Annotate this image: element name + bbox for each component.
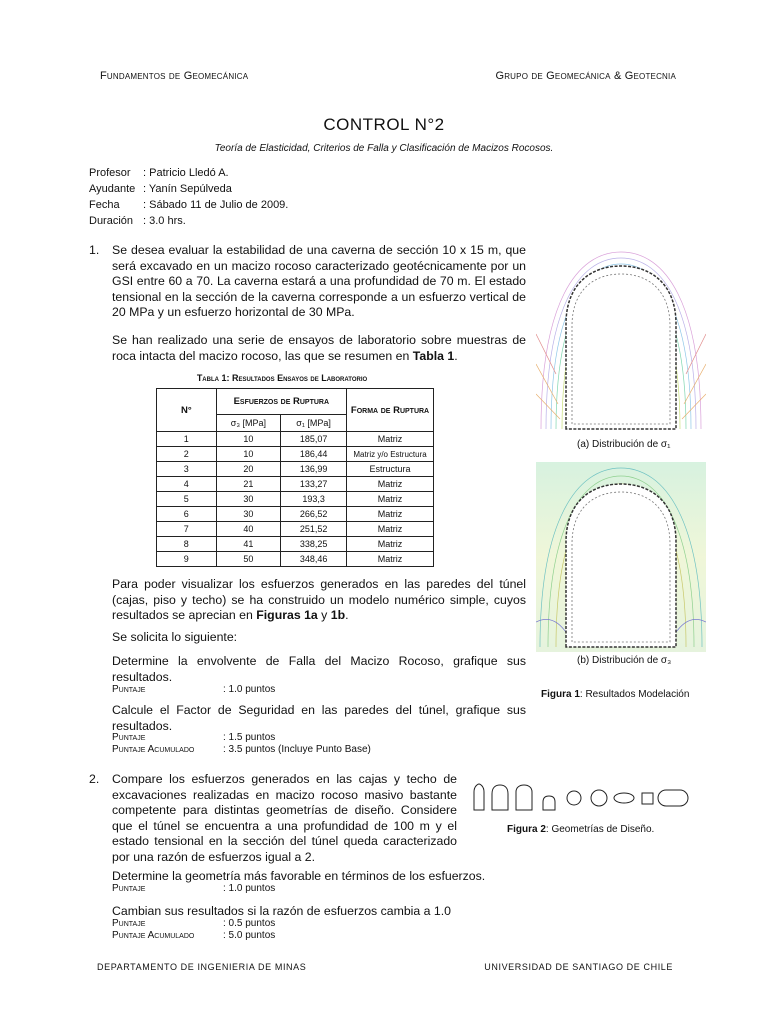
meta-value: : Sábado 11 de Julio de 2009.	[143, 199, 289, 211]
q1-number: 1.	[89, 243, 100, 257]
table-row: 5 30 193,3 Matriz	[157, 492, 434, 507]
figure-1a-sigma1-contours	[536, 244, 706, 434]
header-esfuerzos: Esfuerzos de Ruptura	[216, 389, 346, 415]
meta-value: : 3.0 hrs.	[143, 215, 186, 227]
table-row: 6 30 266,52 Matriz	[157, 507, 434, 522]
q2-paragraph-1: Compare los esfuerzos generados en las cajas y techo de excavaciones realizadas en macizo rocoso masivo bastante competente para distintas geometrías de diseño. Considere que el túnel se encuentra a una profundidad de 100 m y el estado tensional en la sección del túnel queda caracterizado por una razón de esfuerzos igual a 2.	[112, 772, 457, 864]
q1-paragraph-3: Para poder visualizar los esfuerzos generados en las paredes del túnel (cajas, piso y techo) se ha construido un modelo numérico simple, cuyos resultados se aprecian en Figuras 1a y 1b.	[112, 577, 526, 622]
page-subtitle: Teoría de Elasticidad, Criterios de Falla y Clasificación de Macizos Rocosos.	[214, 143, 554, 154]
figure-1b-caption: (b) Distribución de σ₃	[577, 655, 672, 666]
q1-task1-score: Puntaje : 1.0 puntos	[112, 684, 276, 695]
table-row: 7 40 251,52 Matriz	[157, 522, 434, 537]
meta-value: : Patricio Lledó A.	[143, 167, 229, 179]
q2-task-2: Cambian sus resultados si la razón de esfuerzos cambia a 1.0	[112, 904, 452, 918]
q1-paragraph-2: Se han realizado una serie de ensayos de laboratorio sobre muestras de roca intacta del macizo rocoso, las que se resumen en Tabla 1.	[112, 333, 526, 363]
lab-results-table	[156, 388, 434, 567]
figure-1b-sigma3-contours	[536, 462, 706, 652]
figure-1-caption: Figura 1: Resultados Modelación	[541, 689, 690, 700]
q2-task-1: Determine la geometría más favorable en términos de los esfuerzos.	[112, 869, 486, 883]
table-ref: Tabla 1	[412, 348, 455, 363]
meta-label: Profesor	[89, 167, 131, 179]
figure-1a-caption: (a) Distribución de σ₁	[577, 439, 671, 450]
q1-accumulated-score: Puntaje Acumulado : 3.5 puntos (Incluye Punto Base)	[112, 744, 371, 755]
page-title: CONTROL N°2	[323, 115, 445, 134]
meta-value: : Yanín Sepúlveda	[143, 183, 232, 195]
meta-label: Duración	[89, 215, 134, 227]
header-forma: Forma de Ruptura	[347, 389, 434, 432]
exam-meta	[89, 167, 329, 231]
meta-label: Ayudante	[89, 183, 136, 195]
header-left: Fundamentos de Geomecánica	[100, 70, 249, 82]
q1-task-1: Determine la envolvente de Falla del Macizo Rocoso, grafique sus resultados.	[112, 654, 526, 684]
q1-paragraph-1: Se desea evaluar la estabilidad de una caverna de sección 10 x 15 m, que será excavado en un macizo rocoso caracterizado geotécnicamente por un GSI entre 60 a 70. La caverna estará a una profundidad de 70 m. El estado tensional en la sección de la caverna corresponde a un esfuerzo vertical de 20 MPa y un esfuerzo horizontal de 30 MPa.	[112, 243, 526, 319]
footer-left: DEPARTAMENTO DE INGENIERIA DE MINAS	[97, 962, 307, 972]
table-row: 2 10 186,44 Matriz y/o Estructura	[157, 447, 434, 462]
q2-task1-score: Puntaje : 1.0 puntos	[112, 883, 276, 894]
header-sigma3: σ₃ [MPa]	[216, 415, 281, 432]
table1-caption: Tabla 1: Resultados Ensayos de Laboratorio	[196, 373, 368, 383]
table-row: 9 50 348,46 Matriz	[157, 552, 434, 567]
q2-task2-score: Puntaje : 0.5 puntos	[112, 918, 276, 929]
table-row: 8 41 338,25 Matriz	[157, 537, 434, 552]
q1-paragraph-4: Se solicita lo siguiente:	[112, 630, 238, 644]
q1-task2-score: Puntaje : 1.5 puntos	[112, 732, 276, 743]
figure-2-caption: Figura 2: Geometrías de Diseño.	[507, 824, 655, 835]
footer-right: UNIVERSIDAD DE SANTIAGO DE CHILE	[484, 962, 673, 972]
header-no: N°	[157, 389, 217, 432]
q1-task-2: Calcule el Factor de Seguridad en las paredes del túnel, grafique sus resultados.	[112, 703, 526, 733]
header-right: Grupo de Geomecánica & Geotecnia	[495, 70, 676, 82]
table-row: 4 21 133,27 Matriz	[157, 477, 434, 492]
q2-accumulated-score: Puntaje Acumulado : 5.0 puntos	[112, 930, 276, 941]
table-row: 1 10 185,07 Matriz	[157, 432, 434, 447]
meta-label: Fecha	[89, 199, 120, 211]
table-row: 3 20 136,99 Estructura	[157, 462, 434, 477]
q2-number: 2.	[89, 772, 100, 786]
figure-2-geometries	[470, 782, 695, 814]
header-sigma1: σ₁ [MPa]	[281, 415, 347, 432]
